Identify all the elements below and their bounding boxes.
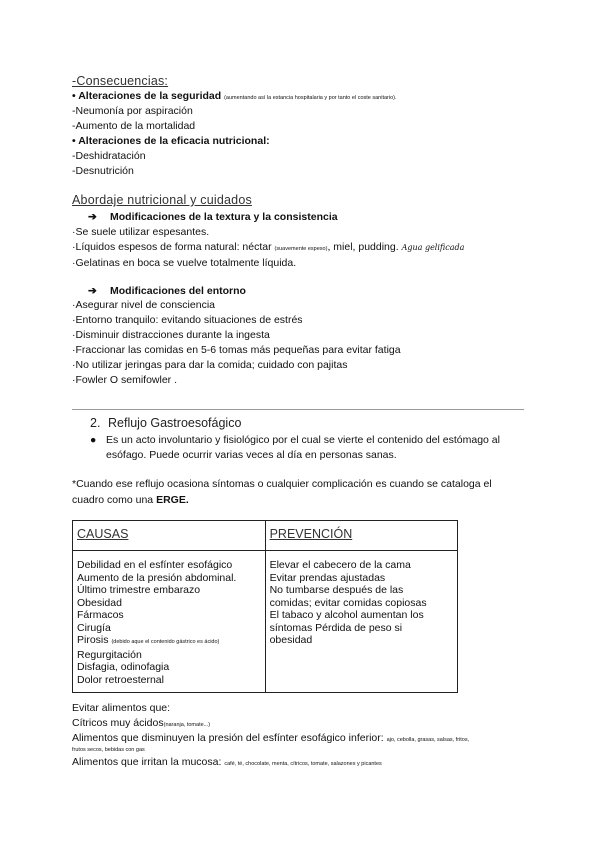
prevencion-cell <box>265 551 457 693</box>
list-item: ·Gelatinas en boca se vuelve totalmente líquida. <box>72 257 297 269</box>
table-cell-line: Evitar prendas ajustadas <box>269 571 386 584</box>
table-cell-line: Fármacos <box>77 609 124 621</box>
list-item: ·Disminuir distracciones durante la ingesta <box>72 329 270 341</box>
list-item: -Desnutrición <box>72 165 134 177</box>
horizontal-divider <box>72 409 524 410</box>
table-cell-line: Aumento de la presión abdominal. <box>77 571 237 584</box>
list-item: ·Fowler O semifowler . <box>72 374 178 386</box>
table-cell-line: Último trimestre embarazo <box>77 584 201 596</box>
causas-prevencion-table <box>72 520 458 693</box>
liquidos-text: ·Líquidos espesos de forma natural: néctar <box>72 241 272 253</box>
table-cell-line: Elevar el cabecero de la cama <box>269 559 411 571</box>
list-item: ·Se suele utilizar espesantes. <box>72 226 210 238</box>
table-header-prevencion: PREVENCIÓN <box>265 521 457 551</box>
arrow-right-icon: ➔ <box>88 211 97 223</box>
citricos-note: (naranja, tomate...) <box>163 722 211 728</box>
erge-term: ERGE. <box>156 494 189 506</box>
list-item: ·Fraccionar las comidas en 5-6 tomas más pequeñas para evitar fatiga <box>72 344 401 356</box>
causas-cell <box>73 551 266 693</box>
pirosis-line <box>77 634 261 649</box>
irritan-note: café, té, chocolate, menta, cítricos, tomate, salazones y picantes <box>224 761 382 767</box>
entorno-subheading <box>88 284 246 298</box>
list-item: -Aumento de la mortalidad <box>72 120 196 132</box>
erge-note <box>72 476 524 508</box>
eficacia-title: • Alteraciones de la eficacia nutricional: <box>72 135 270 147</box>
citricos-line <box>72 716 210 732</box>
disminuyen-note: ajo, cebolla, grasas, salsas, fritos, <box>386 737 470 743</box>
list-item: ·Asegurar nivel de consciencia <box>72 299 215 311</box>
table-cell-line: Regurgitación <box>77 648 142 661</box>
liquidos-text-rest: , miel, pudding. <box>327 241 399 253</box>
evitar-title: Evitar alimentos que: <box>72 702 171 714</box>
list-item: -Neumonía por aspiración <box>72 105 193 117</box>
list-item: -Deshidratación <box>72 150 146 162</box>
textura-subheading <box>88 210 338 224</box>
table-cell-line: Cirugía <box>77 621 111 634</box>
irritan-line <box>72 755 382 771</box>
seguridad-note: (aumentando así la estancia hospitalaria y por tanto el coste sanitario). <box>224 95 397 101</box>
table-header-causas: CAUSAS <box>73 521 266 551</box>
reflujo-heading <box>90 416 241 430</box>
entorno-title: Modificaciones del entorno <box>110 285 246 297</box>
table-cell-line: Disfagia, odinofagia <box>77 661 170 673</box>
table-cell-line: Dolor retroesternal <box>77 673 164 686</box>
pirosis-note: (debido aque el contenido gástrico es ácido) <box>111 639 220 645</box>
seguridad-title: • Alteraciones de la seguridad <box>72 90 222 102</box>
table-cell-line: Obesidad <box>77 596 122 609</box>
arrow-right-icon: ➔ <box>88 285 97 297</box>
table-cell-line: síntomas Pérdida de peso si <box>269 621 403 634</box>
irritan-text: Alimentos que irritan la mucosa: <box>72 756 222 768</box>
table-cell-line: obesidad <box>269 634 313 646</box>
disminuyen-text: Alimentos que disminuyen la presión del esfínter esofágico inferior: <box>72 732 384 744</box>
textura-title: Modificaciones de la textura y la consistencia <box>110 211 338 223</box>
nectar-note: (suavemente espeso) <box>274 246 328 252</box>
table-cell-line: Debilidad en el esfínter esofágico <box>77 559 233 571</box>
agua-gelificada-handwritten: Agua gelificada <box>401 243 465 252</box>
disminuyen-note-continued: frutos secos, bebidas con gas <box>72 747 145 753</box>
abordaje-heading: Abordaje nutricional y cuidados <box>72 193 252 207</box>
list-item: ·Entorno tranquilo: evitando situaciones de estrés <box>72 314 303 326</box>
citricos-text: Cítricos muy ácidos <box>72 717 164 729</box>
section-number: 2. <box>90 416 101 430</box>
reflujo-title: Reflujo Gastroesofágico <box>108 416 242 430</box>
consecuencias-heading: -Consecuencias: <box>72 74 169 88</box>
table-cell-line: comidas; evitar comidas copiosas <box>269 596 427 609</box>
pirosis-text: Pirosis <box>77 634 109 646</box>
reflujo-definition: Es un acto involuntario y fisiológico por el cual se vierte el contenido del estómago al esófago. Puede ocurrir varias veces al día en personas sanas. <box>106 434 500 461</box>
list-item <box>72 240 464 256</box>
list-item: ·No utilizar jeringas para dar la comida; cuidado con pajitas <box>72 359 348 371</box>
table-cell-line: No tumbarse después de las <box>269 584 404 596</box>
erge-note-text: *Cuando ese reflujo ocasiona síntomas o cualquier complicación es cuando se cataloga el cuadro como una <box>72 478 492 506</box>
bullet-icon: ● <box>90 434 97 446</box>
table-cell-line: El tabaco y alcohol aumentan los <box>269 609 424 621</box>
seguridad-line <box>72 89 397 105</box>
